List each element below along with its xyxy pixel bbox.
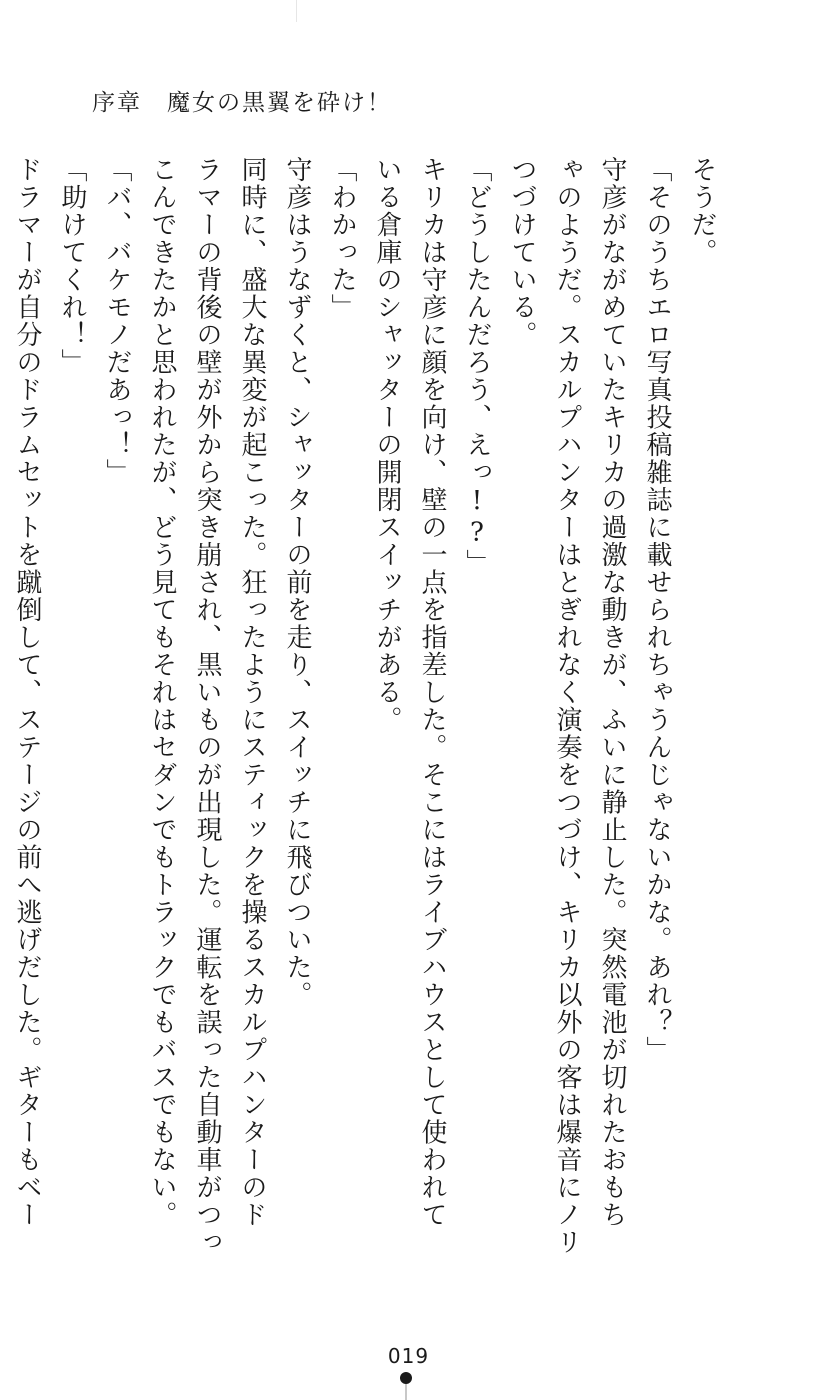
- text-line: いる倉庫のシャッターの開閉スイッチがある。: [372, 156, 402, 734]
- text-line: そうだ。: [687, 156, 717, 266]
- folio-dot-icon: [400, 1372, 412, 1384]
- text-line: 「バ、バケモノだあっ！」: [102, 156, 132, 486]
- running-head: 序章 魔女の黒翼を砕け！: [92, 90, 392, 116]
- text-line: 「どうしたんだろう、えっ!?」: [462, 156, 492, 577]
- text-line: 守彦はうなずくと、シャッターの前を走り、スイッチに飛びついた。: [282, 156, 312, 1009]
- text-line: キリカは守彦に顔を向け、壁の一点を指差した。そこにはライブハウスとして使われて: [417, 156, 447, 1229]
- text-line: 「わかった」: [327, 156, 357, 321]
- vertical-body-text: [12, 156, 724, 1256]
- text-line: 「助けてくれ！」: [57, 156, 87, 376]
- text-line: 同時に、盛大な異変が起こった。狂ったようにスティックを操るスカルプハンターのド: [237, 156, 267, 1229]
- text-line: [0, 156, 4, 1156]
- text-line: 「そのうちエロ写真投稿雑誌に載せられちゃうんじゃないかな。あれ？」: [642, 156, 672, 1064]
- text-line: ゃのようだ。スカルプハンターはとぎれなく演奏をつづけ、キリカ以外の客は爆音にノリ: [552, 156, 582, 1256]
- text-line: ドラマーが自分のドラムセットを蹴倒して、ステージの前へ逃げだした。ギターもベー: [12, 156, 42, 1229]
- text-line: こんできたかと思われたが、どう見てもそれはセダンでもトラックでもバスでもない。: [147, 156, 177, 1229]
- page-number: 019: [387, 1344, 430, 1368]
- text-line: ラマーの背後の壁が外から突き崩され、黒いものが出現した。運転を誤った自動車がつっ: [192, 156, 222, 1256]
- text-line: 守彦がながめていたキリカの過激な動きが、ふいに静止した。突然電池が切れたおもち: [597, 156, 627, 1229]
- page-edge-mark: [296, 0, 297, 22]
- folio-line: [405, 1384, 407, 1400]
- text-line: つづけている。: [507, 156, 537, 349]
